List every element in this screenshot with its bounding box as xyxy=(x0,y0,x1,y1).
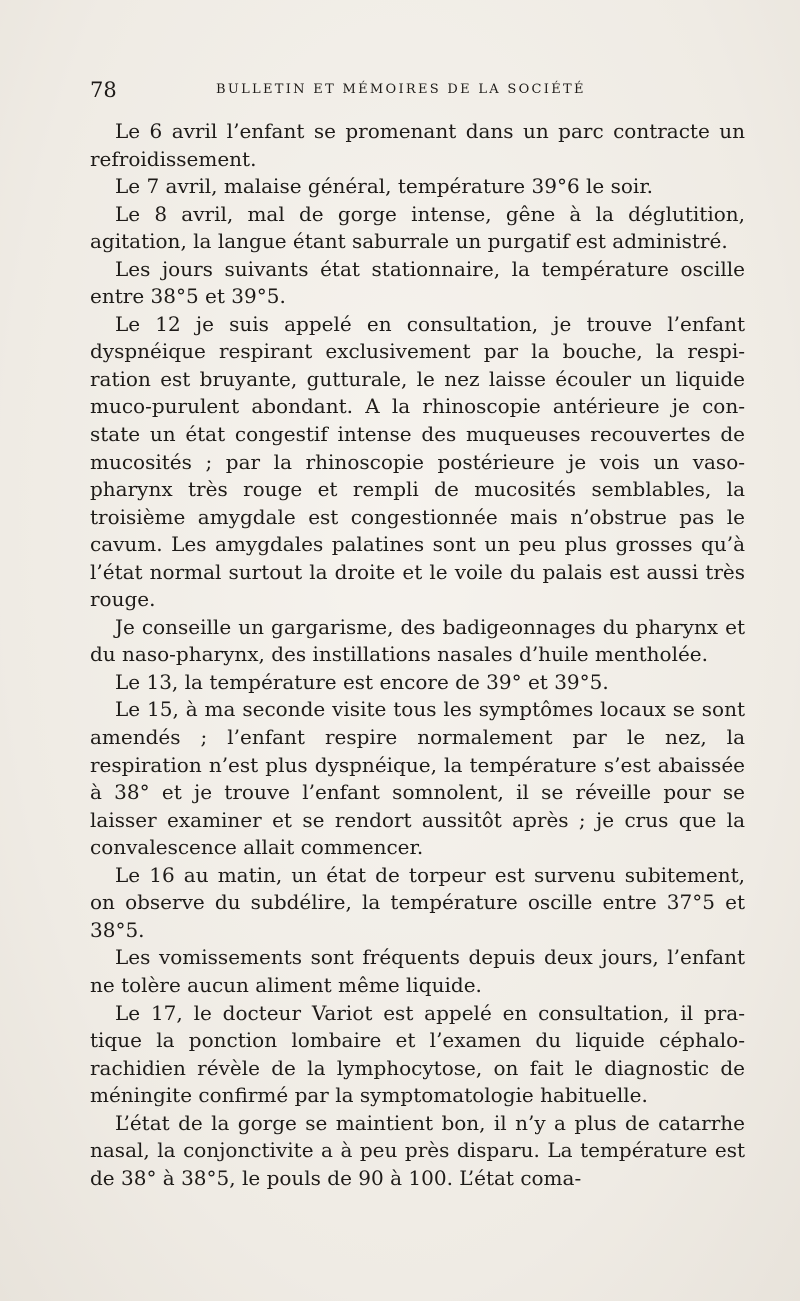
running-head xyxy=(90,74,750,104)
body-text xyxy=(90,118,745,1192)
running-title: BULLETIN ET MÉMOIRES DE LA SOCIÉTÉ xyxy=(216,82,586,97)
paragraph: Le 13, la température est encore de 39° et 39°5. xyxy=(115,669,609,694)
paragraph: Le 15, à ma seconde visite tous les symptômes locaux se sont amendés ; l’enfant respire normalement par le nez, la respiration n’est plus dyspnéique, la température s’est abaissée à 38° et je trouve l’enfant somnolent, il se réveille pour se laisser examiner et se rendort aussitôt après ; je crus que la convalescence allait commencer. xyxy=(90,697,745,860)
paragraph: Les jours suivants état stationnaire, la température oscille entre 38°5 et 39°5. xyxy=(90,256,745,309)
page-number: 78 xyxy=(90,78,117,102)
paragraph: Le 7 avril, malaise général, température 39°6 le soir. xyxy=(115,174,654,199)
paragraph: Le 6 avril l’enfant se promenant dans un parc contracte un refroidissement. xyxy=(90,119,745,171)
paragraph: Le 16 au matin, un état de torpeur est survenu subitement, on observe du subdélire, la température oscille entre 37°5 et 38°5. xyxy=(90,862,745,942)
paragraph: Les vomissements sont fréquents depuis deux jours, l’enfant ne tolère aucun aliment même liquide. xyxy=(90,945,745,997)
paragraph: Je conseille un gargarisme, des badigeonnages du pharynx et du naso-pharynx, des instillations nasales d’huile mentholée. xyxy=(90,614,745,667)
paragraph: Le 12 je suis appelé en consultation, je trouve l’enfant dyspnéique respirant exclusivement par la bouche, la respiration est bruyante, gutturale, le nez laisse écouler un liquide muco-purulent abondant. A la rhinoscopie antérieure je constate un état congestif intense des muqueuses recouvertes de mucosités ; par la rhinoscopie postérieure je vois un vasopharynx très rouge et rempli de mucosités semblables, la troisième amygdale est congestionnée mais n’obstrue pas le cavum. Les amygdales palatines sont un peu plus grosses qu’à l’état normal surtout la droite et le voile du palais est aussi très rouge. xyxy=(90,311,745,612)
paragraph: Le 17, le docteur Variot est appelé en consultation, il pratique la ponction lombaire et l’examen du liquide céphalorachidien révèle de la lymphocytose, on fait le diagnostic de méningite confirmé par la symptomatologie habituelle. xyxy=(90,1000,745,1108)
paragraph: Le 8 avril, mal de gorge intense, gêne à la déglutition, agitation, la langue étant saburrale un purgatif est administré. xyxy=(90,201,745,254)
paragraph: L’état de la gorge se maintient bon, il n’y a plus de catarrhe nasal, la conjonctivite a à peu près disparu. La température est de 38° à 38°5, le pouls de 90 à 100. L’état coma- xyxy=(90,1110,745,1190)
